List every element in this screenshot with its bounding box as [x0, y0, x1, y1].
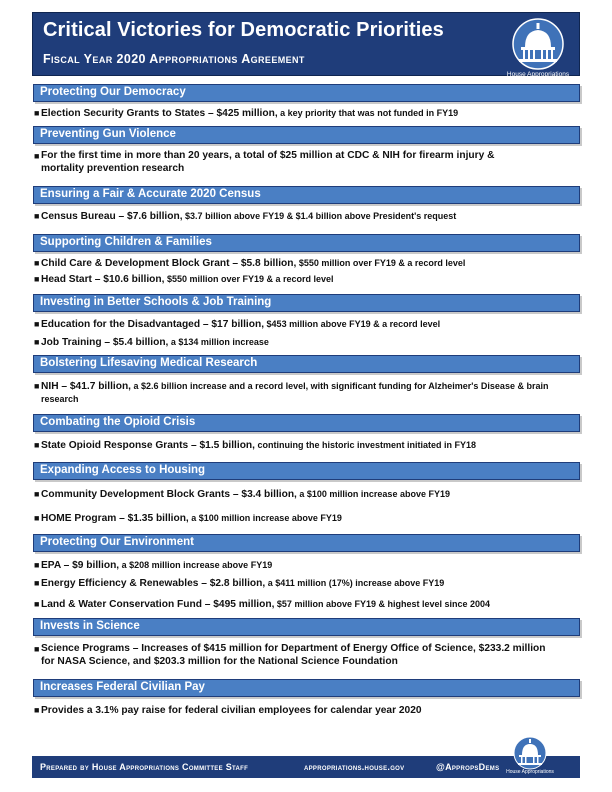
section-header-children-families	[33, 234, 580, 252]
section-header-civilian-pay	[33, 679, 580, 697]
section-title: Ensuring a Fair & Accurate 2020 Census	[40, 188, 261, 200]
capitol-dome-logo	[503, 17, 573, 73]
section-title: Protecting Our Democracy	[40, 86, 186, 98]
footer-social-handle[interactable]: @AppropsDems	[436, 762, 500, 772]
section-title: Supporting Children & Families	[40, 236, 212, 248]
footer-logo-caption: House Appropriations	[506, 769, 554, 775]
section-header-medical-research	[33, 355, 580, 373]
section-title: Combating the Opioid Crisis	[40, 416, 196, 428]
page-subtitle: Fiscal Year 2020 Appropriations Agreement	[43, 52, 305, 66]
section-header-democracy	[33, 84, 580, 102]
list-item: ■ Energy Efficiency & Renewables – $2.8 billion, a $411 million (17%) increase above FY19	[34, 578, 445, 589]
section-title: Invests in Science	[40, 620, 140, 632]
list-item: ■ NIH – $41.7 billion, a $2.6 billion increase and a record level, with significant funding for Alzheimer's Disease & brain research	[34, 381, 549, 404]
section-title: Protecting Our Environment	[40, 536, 194, 548]
list-item: ■ Election Security Grants to States – $425 million, a key priority that was not funded in FY19	[34, 108, 459, 119]
list-item: ■ Census Bureau – $7.6 billion, $3.7 billion above FY19 & $1.4 billion above President's request	[34, 211, 457, 222]
section-title: Investing in Better Schools & Job Training	[40, 296, 272, 308]
footer-website-link[interactable]: appropriations.house.gov	[304, 762, 405, 772]
list-item: ■ Science Programs – Increases of $415 million for Department of Energy Office of Science, $233.2 million for NASA Science, and $203.3 million for the National Science Foundation	[34, 643, 546, 667]
section-header-gun-violence	[33, 126, 580, 144]
list-item: ■ State Opioid Response Grants – $1.5 billion, continuing the historic investment initiated in FY18	[34, 440, 477, 451]
section-title: Preventing Gun Violence	[40, 128, 176, 140]
list-item: ■ Community Development Block Grants – $3.4 billion, a $100 million increase above FY19	[34, 489, 450, 500]
list-item: ■ Education for the Disadvantaged – $17 billion, $453 million above FY19 & a record level	[34, 319, 441, 330]
section-header-housing	[33, 462, 580, 480]
section-title: Increases Federal Civilian Pay	[40, 681, 205, 693]
capitol-dome-logo	[508, 736, 552, 770]
footer-prepared-by: Prepared by House Appropriations Committee Staff	[40, 762, 249, 772]
section-header-science	[33, 618, 580, 636]
section-title: Bolstering Lifesaving Medical Research	[40, 357, 258, 369]
list-item: ■ Head Start – $10.6 billion, $550 million over FY19 & a record level	[34, 274, 334, 285]
list-item: ■ Provides a 3.1% pay raise for federal civilian employees for calendar year 2020	[34, 705, 422, 716]
logo-caption: House Appropriations	[506, 71, 570, 78]
list-item: ■ Land & Water Conservation Fund – $495 million, $57 million above FY19 & highest level since 2004	[34, 599, 491, 610]
footer-bar	[32, 756, 580, 778]
list-item: ■ HOME Program – $1.35 billion, a $100 million increase above FY19	[34, 513, 342, 524]
header-banner	[32, 12, 580, 76]
section-title: Expanding Access to Housing	[40, 464, 206, 476]
page-title: Critical Victories for Democratic Priorities	[43, 19, 444, 41]
list-item: ■ EPA – $9 billion, a $208 million increase above FY19	[34, 560, 273, 571]
section-header-environment	[33, 534, 580, 552]
section-header-schools	[33, 294, 580, 312]
section-header-census	[33, 186, 580, 204]
list-item: ■ Child Care & Development Block Grant – $5.8 billion, $550 million over FY19 & a record level	[34, 258, 466, 269]
list-item: ■ For the first time in more than 20 years, a total of $25 million at CDC & NIH for firearm injury & mortality prevention research	[34, 150, 495, 174]
list-item: ■ Job Training – $5.4 billion, a $134 million increase	[34, 337, 269, 348]
section-header-opioid	[33, 414, 580, 432]
